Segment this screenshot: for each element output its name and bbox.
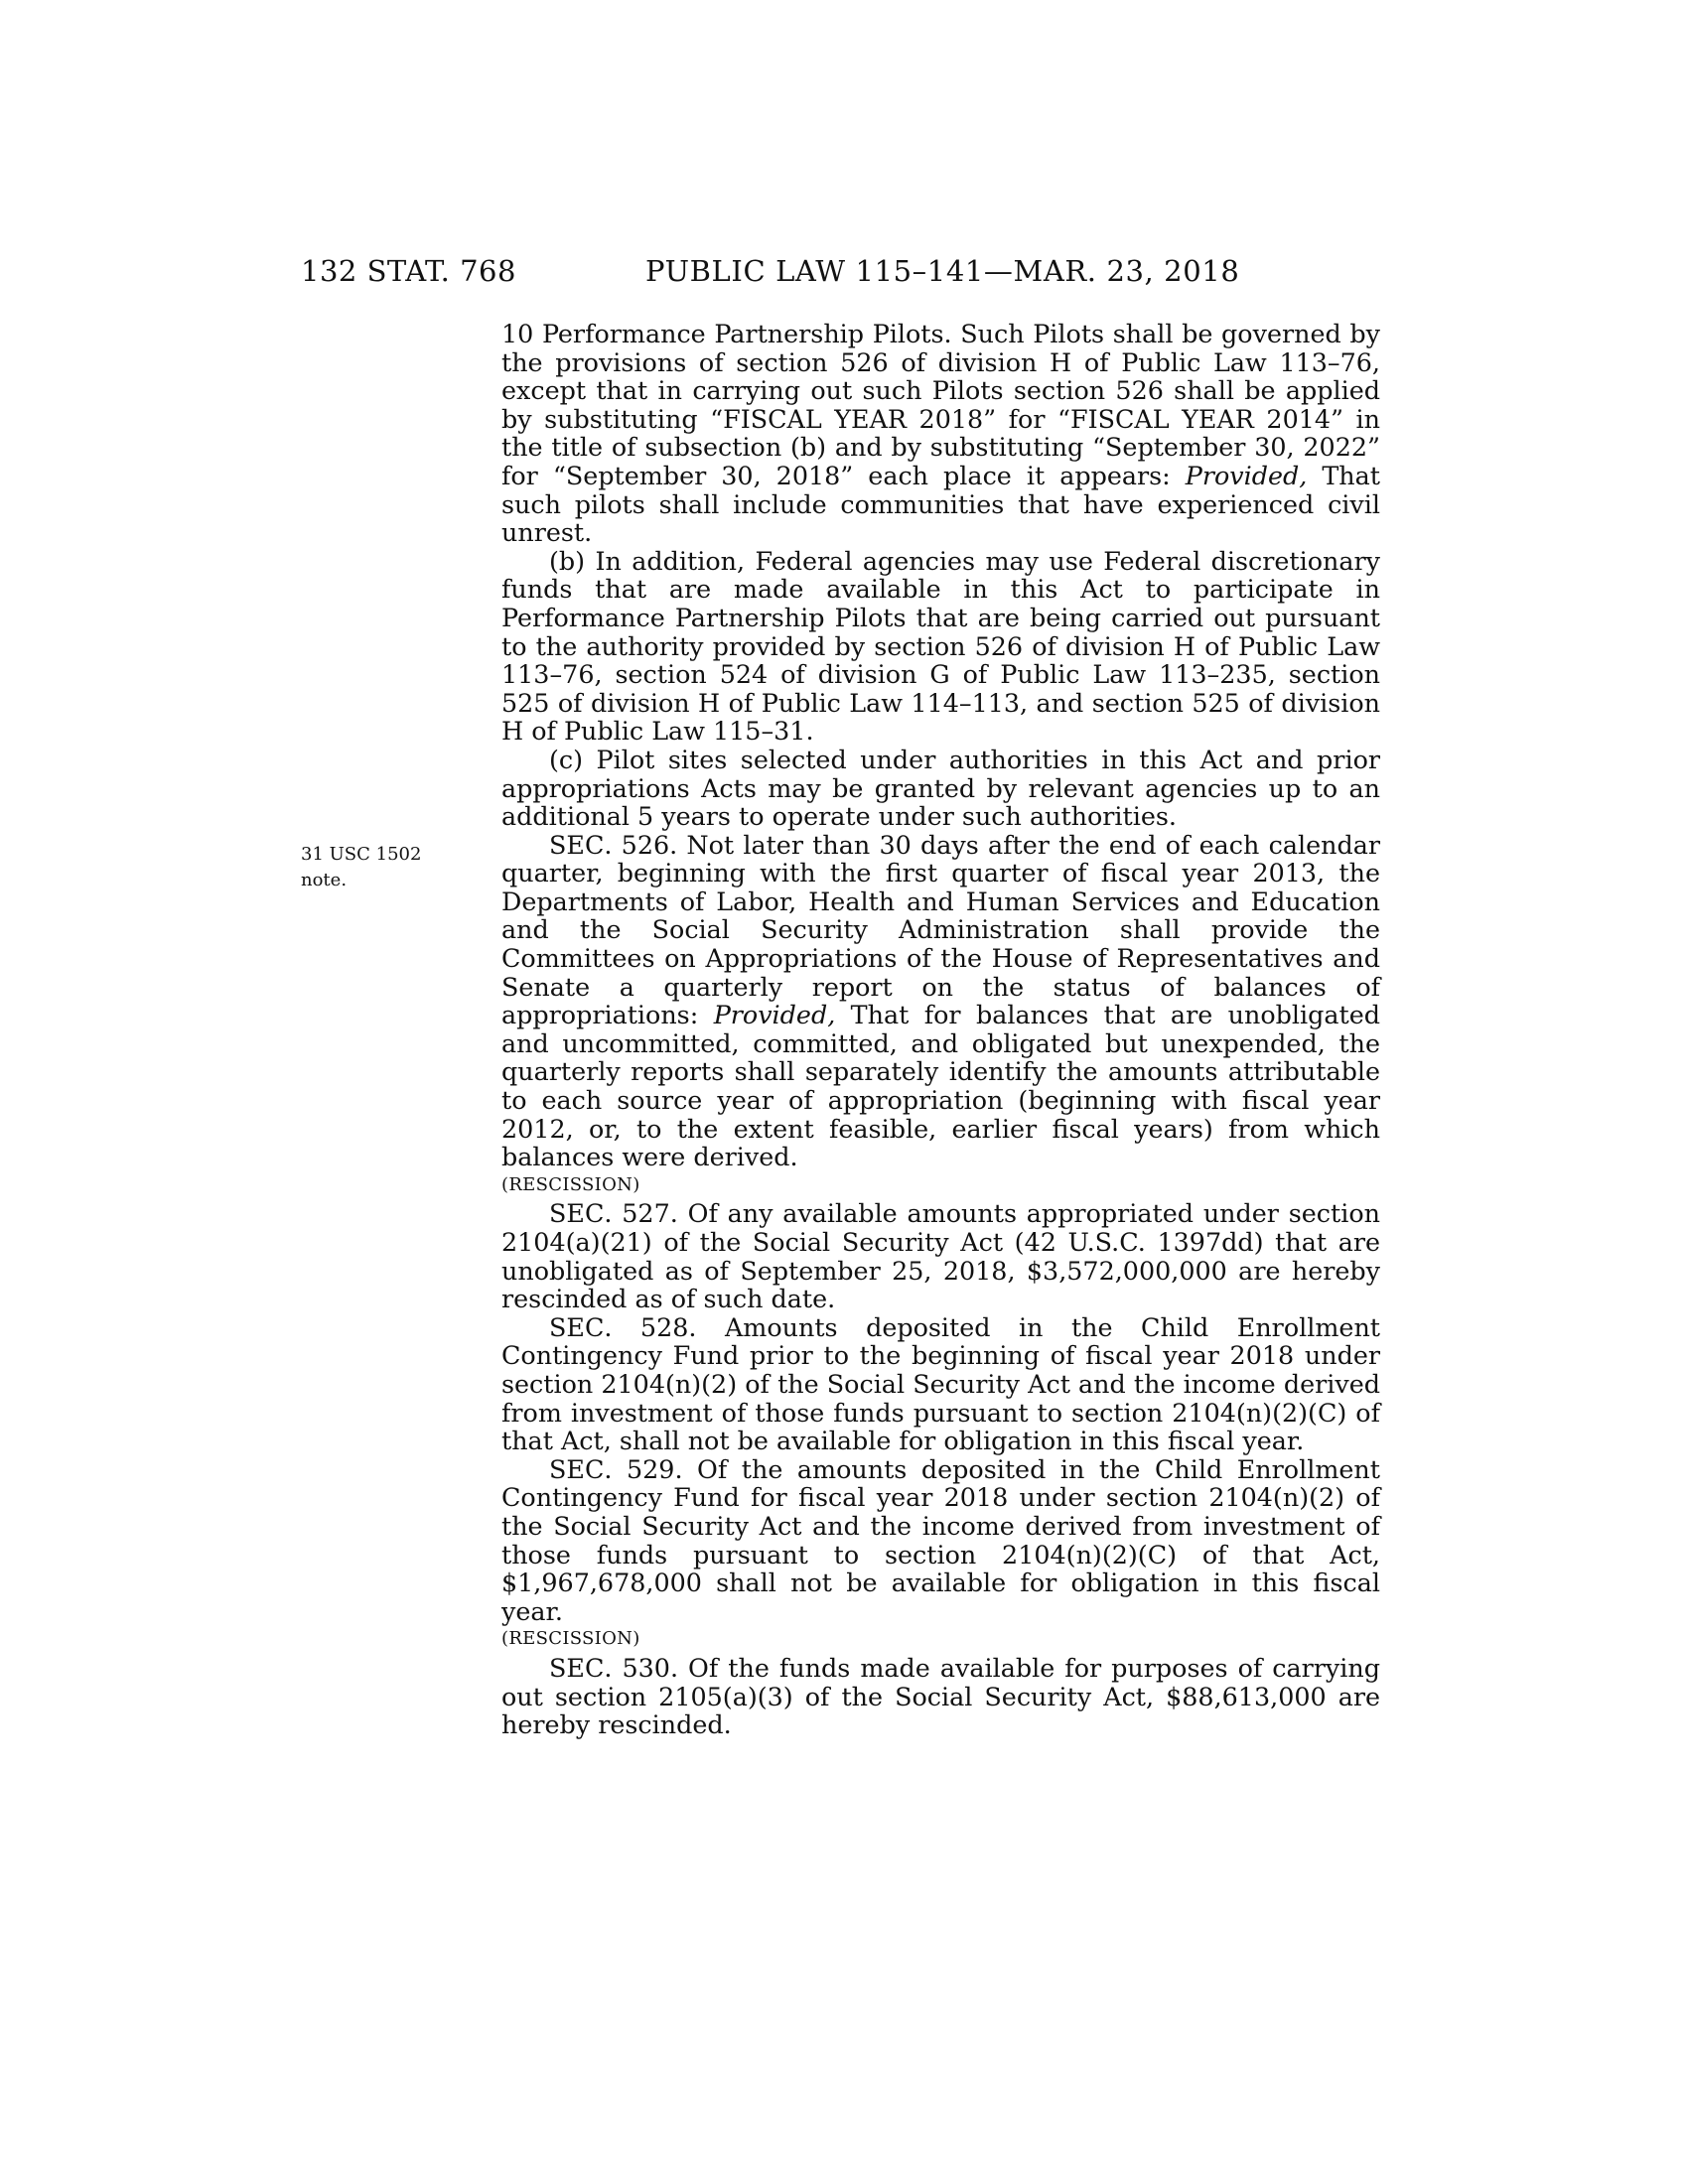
section-label: EC (566, 1652, 605, 1683)
section-527 (501, 1199, 1380, 1312)
text-run: ISCAL (740, 403, 822, 434)
section-label: EC (566, 1453, 605, 1484)
italic-provided: Provided, (713, 1000, 836, 1030)
margin-note (301, 842, 421, 893)
text-run: Y (821, 403, 852, 434)
page-stat-citation: 132 STAT. 768 (301, 254, 516, 288)
text-run: ISCAL (1087, 403, 1170, 434)
margin-note-suffix: note. (301, 870, 348, 890)
margin-note-citation: 31 USC 1502 (301, 844, 422, 865)
section-label: EC (566, 1311, 605, 1342)
section-530 (501, 1654, 1380, 1739)
section-label: S (549, 1311, 567, 1342)
text-run: . 526. Not later than 30 days after the end of each calendar quarter, beginning with the first quarter of fiscal year 2013, the Departments of Labor, Health and Human Services and Education and the Social Security Administration shall provide the Committees on Appropriations of the House of Representatives and Senate a quarterly report on the status of balances of appropriations: (501, 829, 1380, 1030)
text-run: . 530. Of the funds made available for purposes of carrying out section 2105(a)(3) of the Social Security Act, $88,613,000 are hereby rescinded. (501, 1652, 1380, 1740)
text-run: Y (1169, 403, 1198, 434)
text-run: 2014” in the title of subsection (b) and by substituting “September 30, 2022” for “September 30, 2018” each place it appears: (501, 403, 1381, 490)
document-body (501, 320, 1380, 1739)
paragraph-pilots-continued (501, 320, 1380, 547)
text-run: EAR (851, 403, 908, 434)
paragraph-c: (c) Pilot sites selected under authorities in this Act and prior appropriations Acts may be granted by relevant agencies up to an additional 5 years to operate under such authorities. (501, 744, 1380, 832)
rescission-heading: (RESCISSION) (501, 1173, 640, 1195)
section-label: EC (566, 829, 605, 860)
text-run: . 528. Amounts deposited in the Child Enrollment Contingency Fund prior to the beginning of fiscal year 2018 under section 2104(n)(2) of the Social Security Act and the income derived from investment of those funds pursuant to section 2104(n)(2)(C) of that Act, shall not be available for obligation in this fiscal year. (501, 1311, 1380, 1456)
section-526 (501, 831, 1380, 1171)
section-label: EC (566, 1198, 605, 1229)
section-label: S (549, 1453, 567, 1484)
text-run: That such pilots shall include communities that have experienced civil unrest. (501, 460, 1381, 548)
section-529 (501, 1455, 1380, 1626)
text-run: That for balances that are unobligated and uncommitted, committed, and obligated but unexpended, the quarterly reports shall separately identify the amounts attributable to each source year of appropriation (beginning with fiscal year 2012, or, to the extent feasible, earlier fiscal years) from which balances were derived. (501, 1000, 1381, 1172)
paragraph-b: (b) In addition, Federal agencies may use Federal discretionary funds that are made available in this Act to participate in Performance Partnership Pilots that are being carried out pursuant to the authority provided by section 526 of division H of Public Law 113–76, section 524 of division G of Public Law 113–235, section 525 of division H of Public Law 114–113, and section 525 of division H of Public Law 115–31. (501, 545, 1380, 747)
section-label: S (549, 1198, 567, 1229)
page-running-header: PUBLIC LAW 115–141—MAR. 23, 2018 (645, 254, 1240, 288)
text-run: EAR (1197, 403, 1254, 434)
rescission-heading: (RESCISSION) (501, 1628, 640, 1650)
text-run: . 527. Of any available amounts appropriated under section 2104(a)(21) of the Social Security Act (42 U.S.C. 1397dd) that are unobligated as of September 25, 2018, $3,572,000,000 are hereby rescinded as of such date. (501, 1198, 1380, 1314)
section-label: S (549, 829, 567, 860)
text-run: . 529. Of the amounts deposited in the Child Enrollment Contingency Fund for fiscal year 2018 under section 2104(n)(2) of the Social Security Act and the income derived from investment of those funds pursuant to section 2104(n)(2)(C) of that Act, $1,967,678,000 shall not be available for obligation in this fiscal year. (501, 1453, 1380, 1626)
section-label: S (549, 1652, 567, 1683)
text-run: 2018” for “F (907, 403, 1088, 434)
italic-provided: Provided, (1185, 460, 1308, 490)
text-run: 10 Performance Partnership Pilots. Such Pilots shall be governed by the provisions of section 526 of division H of Public Law 113–76, except that in carrying out such Pilots section 526 shall be applied by substituting “F (501, 319, 1380, 434)
section-528 (501, 1313, 1380, 1455)
